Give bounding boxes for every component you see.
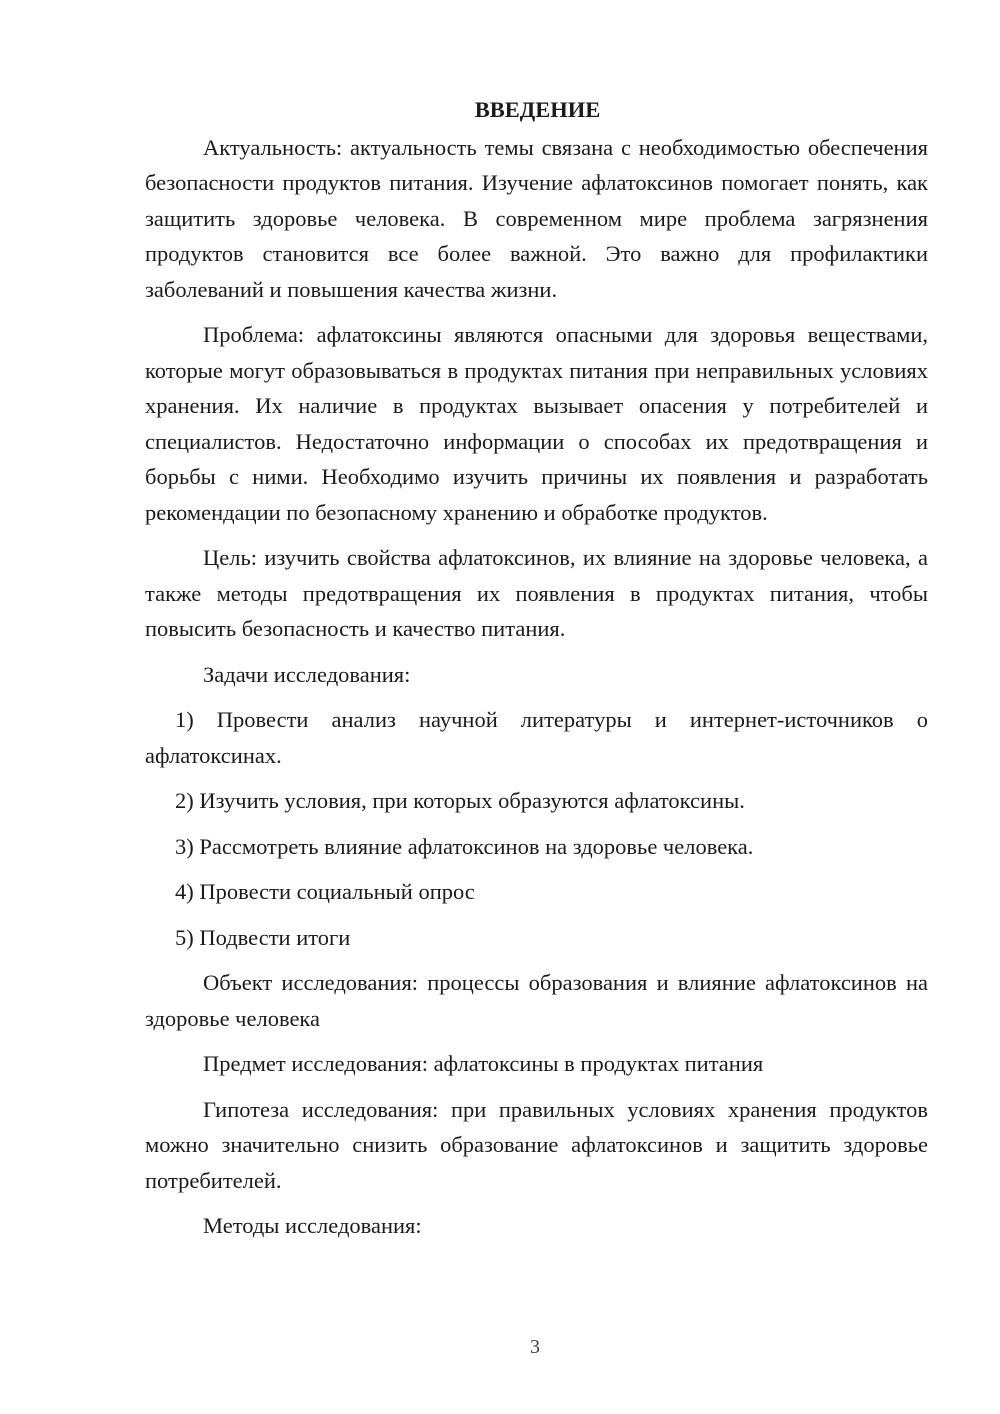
page-number: 3 xyxy=(530,1336,540,1358)
paragraph-object: Объект исследования: процессы образования и влияние афлатоксинов на здоровье человека xyxy=(145,970,928,1031)
list-item: 5) Подвести итоги xyxy=(175,924,351,950)
list-item: 3) Рассмотреть влияние афлатоксинов на здоровье человека. xyxy=(175,833,754,859)
paragraph-subject: Предмет исследования: афлатоксины в продуктах питания xyxy=(203,1051,764,1076)
paragraph-goal: Цель: изучить свойства афлатоксинов, их влияние на здоровье человека, а также методы предотвращения их появления в продуктах питания, чтобы повысить безопасность и качество питания. xyxy=(145,545,928,641)
paragraph-relevance: Актуальность: актуальность темы связана с необходимостью обеспечения безопасности продуктов питания. Изучение афлатоксинов помогает понять, как защитить здоровье человека. В современном мире проблема загрязнения продуктов становится все более важной. Это важно для профилактики заболеваний и повышения качества жизни. xyxy=(145,134,928,302)
list-item: 2) Изучить условия, при которых образуются афлатоксины. xyxy=(175,788,745,813)
paragraph-problem: Проблема: афлатоксины являются опасными для здоровья веществами, которые могут образовываться в продуктах питания при неправильных условиях хранения. Их наличие в продуктах вызывает опасения у потребителей и специалистов. Недостаточно информации о способах их предотвращения и борьбы с ними. Необходимо изучить причины их появления и разработать рекомендации по безопасному хранению и обработке продуктов. xyxy=(145,322,928,525)
tasks-heading: Задачи исследования: xyxy=(203,661,411,687)
page-title: ВВЕДЕНИЕ xyxy=(474,97,601,122)
document-page xyxy=(145,92,928,1254)
list-item: 4) Провести социальный опрос xyxy=(175,879,475,904)
paragraph-hypothesis: Гипотеза исследования: при правильных условиях хранения продуктов можно значительно снизить образование афлатоксинов и защитить здоровье потребителей. xyxy=(145,1096,928,1193)
list-item: 1) Провести анализ научной литературы и интернет-источников о афлатоксинах. xyxy=(145,707,928,768)
paragraph-methods: Методы исследования: xyxy=(203,1213,422,1238)
tasks-list xyxy=(145,702,928,955)
